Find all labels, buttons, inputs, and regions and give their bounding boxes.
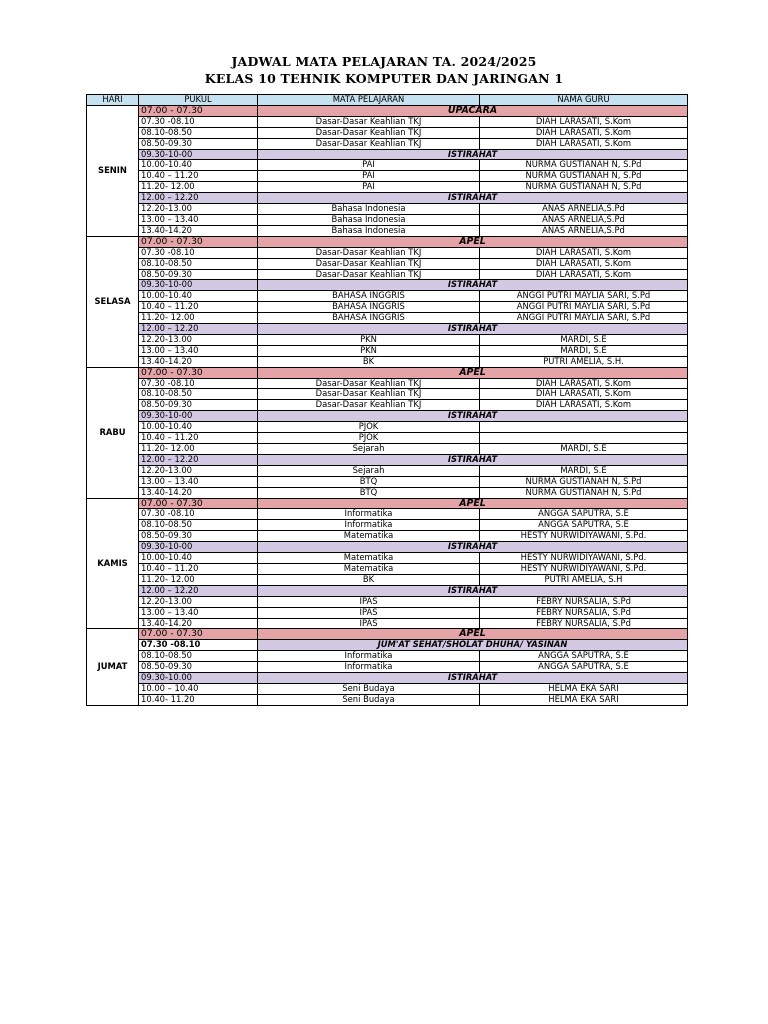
time-cell: 12.20-13.00: [139, 334, 258, 345]
time-cell: 11.20- 12.00: [139, 574, 258, 585]
header-hari: HARI: [87, 95, 139, 106]
time-cell: 09.30-10-00: [139, 280, 258, 291]
time-cell: 13.40-14.20: [139, 356, 258, 367]
teacher-cell: NURMA GUSTIANAH N, S.Pd: [480, 476, 688, 487]
table-row: [87, 258, 688, 269]
table-row: [87, 553, 688, 564]
subject-cell: Matematika: [258, 553, 480, 564]
ceremony-row: [87, 629, 688, 640]
time-cell: 12.20-13.00: [139, 465, 258, 476]
subject-cell: Bahasa Indonesia: [258, 204, 480, 215]
time-cell: 12.20-13.00: [139, 204, 258, 215]
time-cell: 10.00-10.40: [139, 291, 258, 302]
table-row: [87, 291, 688, 302]
subject-cell: Dasar-Dasar Keahlian TKJ: [258, 258, 480, 269]
teacher-cell: MARDI, S.E: [480, 444, 688, 455]
teacher-cell: HELMA EKA SARI: [480, 683, 688, 694]
table-row: [87, 171, 688, 182]
teacher-cell: ANAS ARNELIA,S.Pd: [480, 204, 688, 215]
event-cell: ISTIRAHAT: [258, 542, 688, 553]
teacher-cell: ANGGA SAPUTRA, S.E: [480, 662, 688, 673]
subject-cell: Dasar-Dasar Keahlian TKJ: [258, 400, 480, 411]
table-row: [87, 520, 688, 531]
time-cell: 12.00 – 12.20: [139, 324, 258, 335]
time-cell: 12.00 – 12.20: [139, 193, 258, 204]
time-cell: 07.30 -08.10: [139, 247, 258, 258]
table-row: [87, 433, 688, 444]
teacher-cell: HELMA EKA SARI: [480, 694, 688, 705]
break-row: [87, 149, 688, 160]
subject-cell: Dasar-Dasar Keahlian TKJ: [258, 269, 480, 280]
time-cell: 07.00 - 07.30: [139, 629, 258, 640]
teacher-cell: ANGGA SAPUTRA, S.E: [480, 520, 688, 531]
document-subtitle: KELAS 10 TEHNIK KOMPUTER DAN JARINGAN 1: [204, 71, 564, 86]
event-cell: APEL: [258, 498, 688, 509]
table-row: [87, 574, 688, 585]
time-cell: 08.10-08.50: [139, 389, 258, 400]
subject-cell: Dasar-Dasar Keahlian TKJ: [258, 389, 480, 400]
time-cell: 11.20- 12.00: [139, 444, 258, 455]
subject-cell: Informatika: [258, 662, 480, 673]
teacher-cell: MARDI, S.E: [480, 345, 688, 356]
time-cell: 10.00-10.40: [139, 160, 258, 171]
time-cell: 13.00 – 13.40: [139, 345, 258, 356]
day-cell: SELASA: [87, 236, 139, 367]
break-row: [87, 193, 688, 204]
time-cell: 13.00 – 13.40: [139, 607, 258, 618]
teacher-cell: MARDI, S.E: [480, 334, 688, 345]
header-nama-guru: NAMA GURU: [480, 95, 688, 106]
teacher-cell: [480, 422, 688, 433]
subject-cell: BK: [258, 574, 480, 585]
table-row: [87, 683, 688, 694]
table-row: [87, 476, 688, 487]
teacher-cell: HESTY NURWIDIYAWANI, S.Pd.: [480, 531, 688, 542]
subject-cell: BAHASA INGGRIS: [258, 291, 480, 302]
event-cell: UPACARA: [258, 105, 688, 116]
teacher-cell: ANGGA SAPUTRA, S.E: [480, 651, 688, 662]
time-cell: 13.00 – 13.40: [139, 214, 258, 225]
table-row: [87, 509, 688, 520]
teacher-cell: DIAH LARASATI, S.Kom: [480, 400, 688, 411]
table-row: [87, 313, 688, 324]
subject-cell: Matematika: [258, 563, 480, 574]
break-row: [87, 673, 688, 684]
subject-cell: BTQ: [258, 487, 480, 498]
event-cell: ISTIRAHAT: [258, 280, 688, 291]
break-row: [87, 585, 688, 596]
table-row: [87, 694, 688, 705]
teacher-cell: ANGGI PUTRI MAYLIA SARI, S.Pd: [480, 302, 688, 313]
table-row: [87, 225, 688, 236]
table-row: [87, 269, 688, 280]
time-cell: 08.10-08.50: [139, 258, 258, 269]
teacher-cell: DIAH LARASATI, S.Kom: [480, 378, 688, 389]
teacher-cell: ANAS ARNELIA,S.Pd: [480, 214, 688, 225]
subject-cell: Dasar-Dasar Keahlian TKJ: [258, 116, 480, 127]
day-cell: JUMAT: [87, 629, 139, 705]
table-row: [87, 160, 688, 171]
table-row: [87, 465, 688, 476]
teacher-cell: ANGGI PUTRI MAYLIA SARI, S.Pd: [480, 313, 688, 324]
subject-cell: Bahasa Indonesia: [258, 225, 480, 236]
time-cell: 07.00 - 07.30: [139, 498, 258, 509]
table-row: [87, 487, 688, 498]
time-cell: 09.30-10.00: [139, 673, 258, 684]
table-row: [87, 618, 688, 629]
time-cell: 09.30-10-00: [139, 411, 258, 422]
table-row: [87, 182, 688, 193]
teacher-cell: DIAH LARASATI, S.Kom: [480, 138, 688, 149]
event-cell: ISTIRAHAT: [258, 585, 688, 596]
teacher-cell: DIAH LARASATI, S.Kom: [480, 389, 688, 400]
break-row: [87, 280, 688, 291]
ceremony-row: [87, 498, 688, 509]
teacher-cell: NURMA GUSTIANAH N, S.Pd: [480, 182, 688, 193]
event-cell: JUM'AT SEHAT/SHOLAT DHUHA/ YASINAN: [258, 640, 688, 651]
table-row: [87, 334, 688, 345]
subject-cell: Dasar-Dasar Keahlian TKJ: [258, 138, 480, 149]
subject-cell: Sejarah: [258, 444, 480, 455]
document-title: JADWAL MATA PELAJARAN TA. 2024/2025: [231, 54, 537, 69]
teacher-cell: DIAH LARASATI, S.Kom: [480, 127, 688, 138]
subject-cell: PAI: [258, 171, 480, 182]
table-row: [87, 214, 688, 225]
time-cell: 08.50-09.30: [139, 662, 258, 673]
time-cell: 08.50-09.30: [139, 400, 258, 411]
subject-cell: Seni Budaya: [258, 694, 480, 705]
subject-cell: IPAS: [258, 596, 480, 607]
subject-cell: BTQ: [258, 476, 480, 487]
time-cell: 10.40 – 11.20: [139, 433, 258, 444]
teacher-cell: PUTRI AMELIA, S.H.: [480, 356, 688, 367]
subject-cell: BAHASA INGGRIS: [258, 313, 480, 324]
teacher-cell: ANAS ARNELIA,S.Pd: [480, 225, 688, 236]
table-row: [87, 596, 688, 607]
event-cell: ISTIRAHAT: [258, 149, 688, 160]
table-row: [87, 247, 688, 258]
time-cell: 07.30 -08.10: [139, 640, 258, 651]
table-row: [87, 389, 688, 400]
subject-cell: Bahasa Indonesia: [258, 214, 480, 225]
time-cell: 10.00-10.40: [139, 422, 258, 433]
teacher-cell: FEBRY NURSALIA, S.Pd: [480, 596, 688, 607]
table-row: [87, 400, 688, 411]
teacher-cell: NURMA GUSTIANAH N, S.Pd: [480, 171, 688, 182]
event-cell: APEL: [258, 629, 688, 640]
time-cell: 12.00 – 12.20: [139, 585, 258, 596]
ceremony-row: [87, 105, 688, 116]
day-cell: KAMIS: [87, 498, 139, 629]
event-cell: APEL: [258, 236, 688, 247]
day-cell: SENIN: [87, 105, 139, 236]
break-row: [87, 411, 688, 422]
subject-cell: IPAS: [258, 607, 480, 618]
time-cell: 13.40-14.20: [139, 618, 258, 629]
time-cell: 07.30 -08.10: [139, 509, 258, 520]
time-cell: 11.20- 12.00: [139, 313, 258, 324]
break-row: [87, 324, 688, 335]
time-cell: 10.40 – 11.20: [139, 302, 258, 313]
teacher-cell: HESTY NURWIDIYAWANI, S.Pd.: [480, 553, 688, 564]
time-cell: 11.20- 12.00: [139, 182, 258, 193]
table-row: [87, 531, 688, 542]
subject-cell: BAHASA INGGRIS: [258, 302, 480, 313]
table-row: [87, 444, 688, 455]
teacher-cell: DIAH LARASATI, S.Kom: [480, 116, 688, 127]
table-row: [87, 356, 688, 367]
table-row: [87, 302, 688, 313]
subject-cell: PJOK: [258, 433, 480, 444]
subject-cell: Sejarah: [258, 465, 480, 476]
table-row: [87, 138, 688, 149]
time-cell: 08.10-08.50: [139, 651, 258, 662]
time-cell: 10.40- 11.20: [139, 694, 258, 705]
subject-cell: PKN: [258, 334, 480, 345]
time-cell: 07.30 -08.10: [139, 378, 258, 389]
table-row: [87, 345, 688, 356]
break-row: [87, 542, 688, 553]
time-cell: 10.40 – 11.20: [139, 563, 258, 574]
event-cell: APEL: [258, 367, 688, 378]
subject-cell: PAI: [258, 182, 480, 193]
subject-cell: Informatika: [258, 520, 480, 531]
teacher-cell: [480, 433, 688, 444]
event-cell: ISTIRAHAT: [258, 324, 688, 335]
ceremony-row: [87, 367, 688, 378]
table-row: [87, 127, 688, 138]
time-cell: 13.00 – 13.40: [139, 476, 258, 487]
schedule-table: [86, 94, 688, 706]
subject-cell: Informatika: [258, 509, 480, 520]
subject-cell: Seni Budaya: [258, 683, 480, 694]
table-row: [87, 662, 688, 673]
event-cell: ISTIRAHAT: [258, 411, 688, 422]
table-row: [87, 204, 688, 215]
teacher-cell: NURMA GUSTIANAH N, S.Pd: [480, 487, 688, 498]
time-cell: 08.50-09.30: [139, 531, 258, 542]
table-row: [87, 378, 688, 389]
time-cell: 13.40-14.20: [139, 225, 258, 236]
header-mata-pelajaran: MATA PELAJARAN: [258, 95, 480, 106]
table-row: [87, 651, 688, 662]
event-cell: ISTIRAHAT: [258, 193, 688, 204]
special-activity-row: [87, 640, 688, 651]
subject-cell: PKN: [258, 345, 480, 356]
subject-cell: BK: [258, 356, 480, 367]
teacher-cell: DIAH LARASATI, S.Kom: [480, 258, 688, 269]
header-pukul: PUKUL: [139, 95, 258, 106]
subject-cell: PJOK: [258, 422, 480, 433]
teacher-cell: ANGGI PUTRI MAYLIA SARI, S.Pd: [480, 291, 688, 302]
time-cell: 10.00 – 10.40: [139, 683, 258, 694]
subject-cell: Informatika: [258, 651, 480, 662]
teacher-cell: NURMA GUSTIANAH N, S.Pd: [480, 160, 688, 171]
teacher-cell: DIAH LARASATI, S.Kom: [480, 269, 688, 280]
time-cell: 07.00 - 07.30: [139, 236, 258, 247]
table-row: [87, 563, 688, 574]
time-cell: 09.30-10-00: [139, 542, 258, 553]
event-cell: ISTIRAHAT: [258, 454, 688, 465]
time-cell: 12.00 – 12.20: [139, 454, 258, 465]
table-row: [87, 607, 688, 618]
ceremony-row: [87, 236, 688, 247]
subject-cell: Matematika: [258, 531, 480, 542]
schedule-body: [87, 105, 688, 705]
teacher-cell: DIAH LARASATI, S.Kom: [480, 247, 688, 258]
time-cell: 08.10-08.50: [139, 127, 258, 138]
teacher-cell: PUTRI AMELIA, S.H: [480, 574, 688, 585]
table-row: [87, 422, 688, 433]
time-cell: 08.50-09.30: [139, 269, 258, 280]
subject-cell: Dasar-Dasar Keahlian TKJ: [258, 378, 480, 389]
time-cell: 07.00 - 07.30: [139, 367, 258, 378]
time-cell: 10.40 – 11.20: [139, 171, 258, 182]
time-cell: 09.30-10-00: [139, 149, 258, 160]
teacher-cell: FEBRY NURSALIA, S.Pd: [480, 618, 688, 629]
subject-cell: IPAS: [258, 618, 480, 629]
time-cell: 07.30 -08.10: [139, 116, 258, 127]
teacher-cell: ANGGA SAPUTRA, S.E: [480, 509, 688, 520]
time-cell: 12.20-13.00: [139, 596, 258, 607]
subject-cell: PAI: [258, 160, 480, 171]
break-row: [87, 454, 688, 465]
time-cell: 10.00-10.40: [139, 553, 258, 564]
time-cell: 08.10-08.50: [139, 520, 258, 531]
teacher-cell: HESTY NURWIDIYAWANI, S.Pd.: [480, 563, 688, 574]
day-cell: RABU: [87, 367, 139, 498]
teacher-cell: FEBRY NURSALIA, S.Pd: [480, 607, 688, 618]
subject-cell: Dasar-Dasar Keahlian TKJ: [258, 127, 480, 138]
time-cell: 07.00 - 07.30: [139, 105, 258, 116]
time-cell: 08.50-09.30: [139, 138, 258, 149]
table-row: [87, 116, 688, 127]
time-cell: 13.40-14.20: [139, 487, 258, 498]
subject-cell: Dasar-Dasar Keahlian TKJ: [258, 247, 480, 258]
event-cell: ISTIRAHAT: [258, 673, 688, 684]
header-row: [87, 95, 688, 106]
teacher-cell: MARDI, S.E: [480, 465, 688, 476]
